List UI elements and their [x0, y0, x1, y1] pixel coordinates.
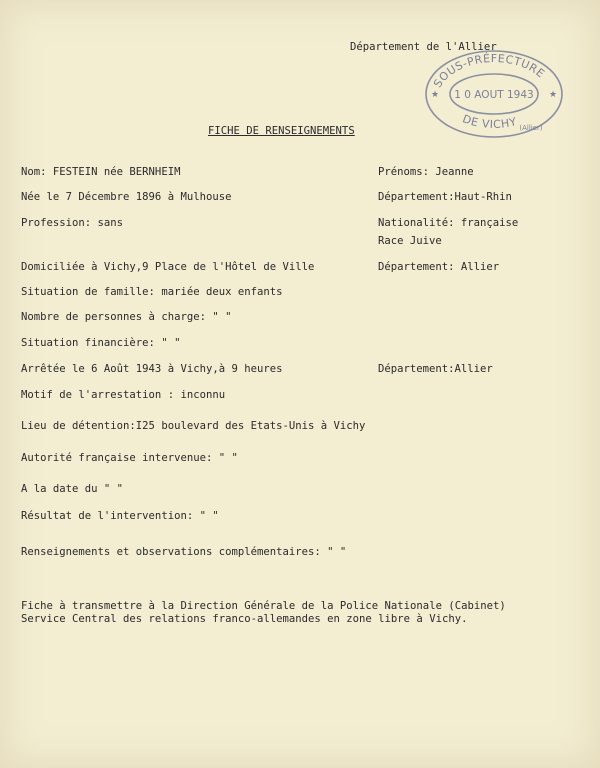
footer-line-2: Service Central des relations franco-allemandes en zone libre à Vichy.: [21, 613, 468, 625]
stamp-star-left-icon: ★: [431, 90, 440, 100]
field-nom: Nom: FESTEIN née BERNHEIM: [21, 166, 181, 178]
field-domicile: Domiciliée à Vichy,9 Place de l'Hôtel de Ville: [21, 261, 315, 273]
footer-line-1: Fiche à transmettre à la Direction Générale de la Police Nationale (Cabinet): [21, 600, 506, 612]
field-dept-naissance: Département:Haut-Rhin: [378, 191, 512, 203]
field-dept-domicile: Département: Allier: [378, 261, 500, 273]
field-situation-famille: Situation de famille: mariée deux enfants: [21, 286, 283, 298]
field-prenoms: Prénoms: Jeanne: [378, 166, 474, 178]
field-motif: Motif de l'arrestation : inconnu: [21, 389, 226, 401]
field-date-intervention: A la date du " ": [21, 483, 124, 495]
field-race: Race Juive: [378, 235, 442, 247]
document-title: FICHE DE RENSEIGNEMENTS: [208, 125, 355, 137]
prefecture-stamp: [423, 48, 565, 140]
stamp-region: (Allier): [519, 124, 543, 132]
svg-text:DE VICHY: [461, 112, 518, 131]
field-dept-arrestation: Département:Allier: [378, 363, 493, 375]
field-arrestation: Arrêtée le 6 Août 1943 à Vichy,à 9 heures: [21, 363, 283, 375]
stamp-star-right-icon: ★: [549, 90, 558, 100]
department-header: Département de l'Allier: [350, 41, 497, 53]
stamp-date: 1 0 AOUT 1943: [454, 89, 534, 101]
field-observations: Renseignements et observations complémentaires: " ": [21, 546, 347, 558]
field-personnes-charge: Nombre de personnes à charge: " ": [21, 311, 232, 323]
field-situation-financiere: Situation financière: " ": [21, 337, 181, 349]
stamp-top-text: SOUS-PRÉFECTURE: [431, 51, 548, 90]
field-nationalite: Nationalité: française: [378, 217, 519, 229]
field-naissance: Née le 7 Décembre 1896 à Mulhouse: [21, 191, 232, 203]
stamp-bottom-text: DE VICHY: [460, 112, 519, 132]
field-lieu-detention: Lieu de détention:I25 boulevard des Etats-Unis à Vichy: [21, 420, 366, 432]
field-autorite: Autorité française intervenue: " ": [21, 452, 238, 464]
field-resultat: Résultat de l'intervention: " ": [21, 510, 219, 522]
field-profession: Profession: sans: [21, 217, 124, 229]
